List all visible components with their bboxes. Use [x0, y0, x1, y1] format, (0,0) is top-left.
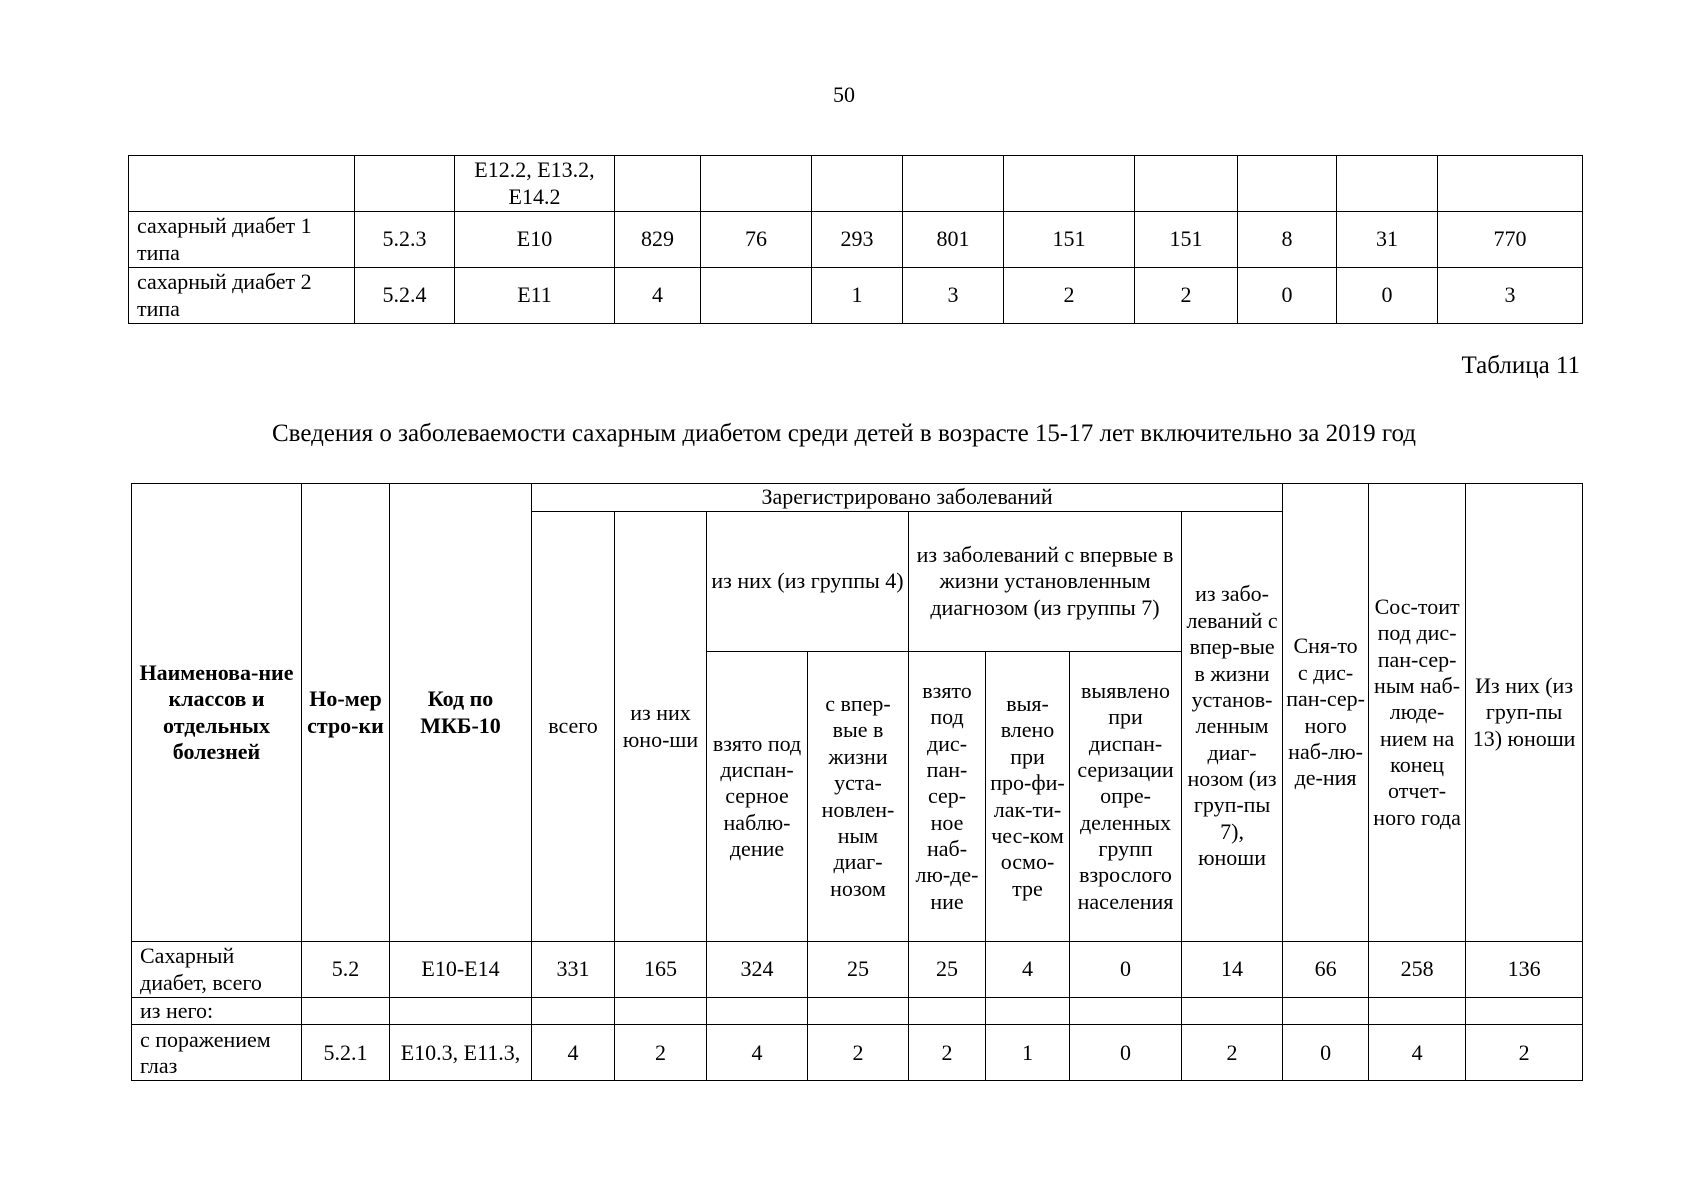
value-cell: 136: [1466, 942, 1583, 998]
value-cell: 0: [1070, 1025, 1182, 1081]
value-cell: 151: [1004, 212, 1135, 268]
value-cell: 0: [1070, 942, 1182, 998]
row-number-cell: 5.2: [302, 942, 390, 998]
value-cell: 3: [1438, 268, 1583, 324]
table-row: [132, 998, 1583, 1025]
header-dispensary: взято под диспан-серное наблю-дение: [707, 652, 808, 942]
table-row: [132, 942, 1583, 998]
value-cell: 1: [812, 268, 903, 324]
value-cell: 770: [1438, 212, 1583, 268]
value-cell: 4: [1369, 1025, 1466, 1081]
value-cell: [1070, 998, 1182, 1025]
header-prof-exam: выя-влено при про-фи-лак-ти-чес-ком осмо-тре: [986, 652, 1070, 942]
value-cell: 0: [1238, 268, 1337, 324]
header-disease-name: Наименова-ние классов и отдельных болезней: [132, 484, 302, 942]
row-number-cell: 5.2.4: [355, 268, 455, 324]
header-of-new-diagnosis: из заболеваний с впервые в жизни установленным диагнозом (из группы 7): [909, 512, 1182, 652]
value-cell: 324: [707, 942, 808, 998]
value-cell: [1438, 156, 1583, 212]
header-registered: Зарегистрировано заболеваний: [532, 484, 1283, 512]
value-cell: [1369, 998, 1466, 1025]
value-cell: [909, 998, 986, 1025]
header-first-time: с впер-вые в жизни уста-новлен-ным диаг-нозом: [808, 652, 909, 942]
header-new-youths: из забо-леваний с впер-вые в жизни установ-ленным диаг-нозом (из груп-пы 7), юноши: [1182, 512, 1283, 942]
disease-name-cell: из него:: [132, 998, 302, 1025]
disease-name-cell: сахарный диабет 2 типа: [129, 268, 355, 324]
icd-code-cell: E10.3, E11.3,: [390, 1025, 532, 1081]
header-total: всего: [532, 512, 615, 942]
value-cell: 4: [532, 1025, 615, 1081]
continuation-table: [128, 155, 1583, 324]
row-number-cell: 5.2.1: [302, 1025, 390, 1081]
value-cell: 151: [1135, 212, 1238, 268]
value-cell: 293: [812, 212, 903, 268]
disease-name-cell: Сахарный диабет, всего: [132, 942, 302, 998]
row-number-cell: [355, 156, 455, 212]
table-title: Сведения о заболеваемости сахарным диабетом среди детей в возрасте 15-17 лет включительно за 2019 год: [271, 420, 1416, 447]
header-row-number: Но-мер стро-ки: [302, 484, 390, 942]
value-cell: 25: [909, 942, 986, 998]
header-icd-code: Код по МКБ-10: [390, 484, 532, 942]
value-cell: [701, 268, 812, 324]
header-of-them-youths: Из них (из груп-пы 13) юноши: [1466, 484, 1583, 942]
value-cell: 829: [615, 212, 701, 268]
disease-name-cell: сахарный диабет 1 типа: [129, 212, 355, 268]
value-cell: 76: [701, 212, 812, 268]
value-cell: [615, 998, 707, 1025]
icd-code-cell: E10: [455, 212, 615, 268]
table-row: [129, 212, 1583, 268]
value-cell: 4: [615, 268, 701, 324]
value-cell: 25: [808, 942, 909, 998]
value-cell: 0: [1337, 268, 1438, 324]
icd-code-cell: E11: [455, 268, 615, 324]
value-cell: [1466, 998, 1583, 1025]
value-cell: 66: [1283, 942, 1369, 998]
value-cell: [986, 998, 1070, 1025]
value-cell: [812, 156, 903, 212]
value-cell: 14: [1182, 942, 1283, 998]
value-cell: 4: [707, 1025, 808, 1081]
header-new-dispensary: взято под дис-пан-сер-ное наб-лю-де-ние: [909, 652, 986, 942]
value-cell: [1182, 998, 1283, 1025]
value-cell: [1135, 156, 1238, 212]
value-cell: 0: [1283, 1025, 1369, 1081]
value-cell: [615, 156, 701, 212]
icd-code-cell: E12.2, E13.2, E14.2: [455, 156, 615, 212]
value-cell: 331: [532, 942, 615, 998]
value-cell: [707, 998, 808, 1025]
value-cell: 2: [1135, 268, 1238, 324]
value-cell: [1337, 156, 1438, 212]
header-consists: Сос-тоит под дис-пан-сер-ным наб-люде-нием на конец отчет-ного года: [1369, 484, 1466, 942]
value-cell: [1004, 156, 1135, 212]
table-row: [129, 268, 1583, 324]
value-cell: 2: [909, 1025, 986, 1081]
page-number: 50: [833, 82, 855, 107]
value-cell: 2: [808, 1025, 909, 1081]
header-youths: из них юно-ши: [615, 512, 707, 942]
icd-code-cell: [390, 998, 532, 1025]
value-cell: 258: [1369, 942, 1466, 998]
header-removed: Сня-то с дис-пан-сер-ного наб-лю-де-ния: [1283, 484, 1369, 942]
value-cell: [808, 998, 909, 1025]
table-row: [129, 156, 1583, 212]
disease-name-cell: [129, 156, 355, 212]
value-cell: [1283, 998, 1369, 1025]
row-number-cell: [302, 998, 390, 1025]
diabetes-incidence-table: [131, 483, 1583, 1081]
value-cell: 2: [615, 1025, 707, 1081]
value-cell: [701, 156, 812, 212]
table-row: [132, 1025, 1583, 1081]
value-cell: 8: [1238, 212, 1337, 268]
icd-code-cell: E10-E14: [390, 942, 532, 998]
disease-name-cell: с поражением глаз: [132, 1025, 302, 1081]
value-cell: [903, 156, 1004, 212]
value-cell: 1: [986, 1025, 1070, 1081]
header-row: [132, 484, 1583, 512]
value-cell: [1238, 156, 1337, 212]
value-cell: 31: [1337, 212, 1438, 268]
value-cell: 2: [1466, 1025, 1583, 1081]
value-cell: 165: [615, 942, 707, 998]
row-number-cell: 5.2.3: [355, 212, 455, 268]
value-cell: 801: [903, 212, 1004, 268]
value-cell: 4: [986, 942, 1070, 998]
value-cell: 3: [903, 268, 1004, 324]
value-cell: [532, 998, 615, 1025]
value-cell: 2: [1004, 268, 1135, 324]
header-of-group4: из них (из группы 4): [707, 512, 909, 652]
header-disp-groups: выявлено при диспан-серизации опре-деленных групп взрослого населения: [1070, 652, 1182, 942]
value-cell: 2: [1182, 1025, 1283, 1081]
table-label: Таблица 11: [1461, 352, 1580, 379]
